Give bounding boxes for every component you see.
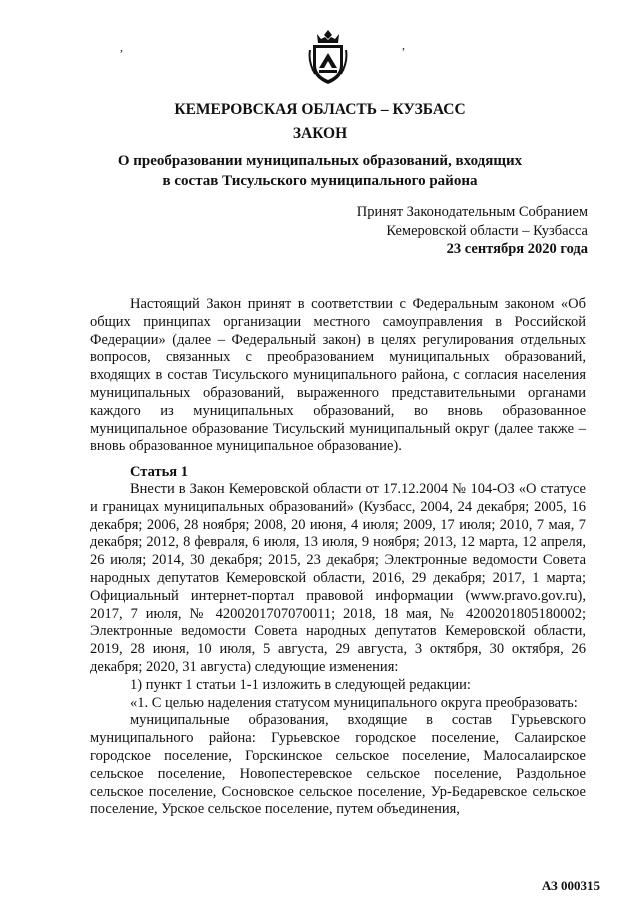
document-serial-number: АЗ 000315	[541, 878, 600, 893]
article-1-body	[90, 481, 586, 819]
quoted-clause: «1. С целью наделения статусом муниципального округа преобразовать:	[130, 694, 578, 711]
stray-mark-left: ,	[120, 40, 123, 54]
adopted-line-1: Принят Законодательным Собранием	[356, 204, 588, 220]
preamble-paragraph: Настоящий Закон принят в соответствии с Федеральным законом «Об общих принципах организации местного самоуправления в Российской Федерации» (далее – Федеральный закон) в целях регулирования отдельных вопросов, связанных с преобразованием муниципальных образований, входящих в состав Тисульского муниципального района, с согласия населения муниципальных образований, выраженного представительными органами каждого из муниципальных образований, во вновь образованное муниципальное образование Тисульский муниципальный округ (далее также – вновь образованное муниципальное образование).	[90, 296, 586, 455]
subtitle-line-1: О преобразовании муниципальных образований, входящих	[117, 153, 523, 169]
law-subtitle	[0, 151, 640, 191]
municipal-list-paragraph: муниципальные образования, входящие в состав Гурьевского муниципального района: Гурьевское городское поселение, Салаирское городское поселение, Горскинское сельское поселение, Малосалаирское сельское поселение, Новопестеревское сельское поселение, Раздольное сельское поселение, Сосновское сельское поселение, Ур-Бедаревское сельское поселение, Урское сельское поселение, путем объединения,	[90, 712, 586, 818]
amendment-item-1: 1) пункт 1 статьи 1-1 изложить в следующей редакции:	[130, 676, 471, 693]
region-title: КЕМЕРОВСКАЯ ОБЛАСТЬ – КУЗБАСС	[174, 101, 466, 118]
article-1-paragraph: Внести в Закон Кемеровской области от 17.12.2004 № 104-ОЗ «О статусе и границах муниципальных образований» (Кузбасс, 2004, 24 декабря; 2005, 16 декабря; 2006, 28 ноября; 2008, 20 июня, 4 июля; 2009, 17 июля; 2010, 7 мая, 7 декабря; 2012, 8 февраля, 6 июля, 13 июля, 9 ноября; 2013, 12 марта, 12 апреля, 26 июля; 2014, 30 декабря; 2015, 23 декабря; Электронные ведомости Совета народных депутатов Кемеровской области, 2016, 29 декабря; 2017, 1 марта; Официальный интернет-портал правовой информации (www.pravo.gov.ru), 2017, 7 июля, № 4200201707070011; 2018, 18 мая, № 4200201805180002; Электронные ведомости Совета народных депутатов Кемеровской области, 2019, 28 июня, 10 июля, 5 августа, 29 августа, 3 октября, 30 октября, 26 декабря; 2020, 31 августа) следующие изменения:	[90, 481, 586, 675]
article-1-heading: Статья 1	[130, 464, 188, 480]
document-type: ЗАКОН	[292, 125, 348, 142]
adoption-block	[357, 203, 588, 259]
subtitle-line-2: в состав Тисульского муниципального района	[162, 173, 478, 189]
adoption-date: 23 сентября 2020 года	[446, 241, 588, 257]
coat-of-arms-emblem	[307, 28, 349, 86]
preamble	[90, 296, 586, 456]
adopted-line-2: Кемеровской области – Кузбасса	[386, 222, 588, 239]
stray-mark-right: ,	[402, 38, 405, 52]
